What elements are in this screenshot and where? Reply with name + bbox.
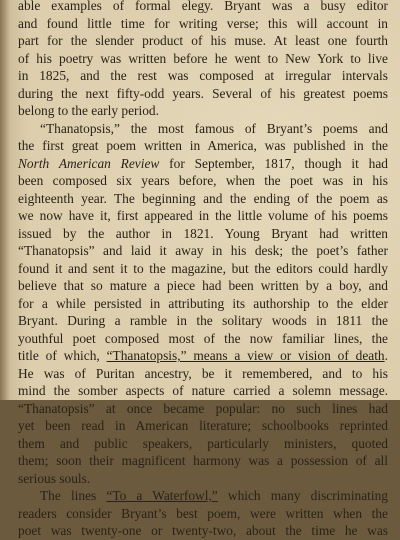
text-line: in 1825, and the rest was composed at irregular intervals bbox=[18, 68, 388, 83]
text-line: been composed six years before, when the poet was in his bbox=[18, 173, 388, 188]
underlined-phrase: “Thanatopsis,” means a view or vision of death bbox=[106, 348, 385, 363]
text-line: able examples of formal elegy. Bryant was a busy editor bbox=[18, 0, 388, 13]
text-line: Bryant. During a ramble in the solitary woods in 1811 the bbox=[18, 313, 388, 328]
underlined-phrase: “To a Waterfowl,” bbox=[106, 488, 218, 503]
text-line: title of which, “Thanatopsis,” means a view or vision of death. bbox=[18, 348, 388, 363]
paragraph-start-line: “Thanatopsis,” the most famous of Bryant’s poems and bbox=[40, 120, 388, 136]
text-line: belong to the early period. bbox=[18, 103, 159, 118]
text-line: during the next fifty-odd years. Several of his greatest poems bbox=[18, 85, 388, 101]
text-line: He was of Puritan ancestry, be it remembered, and to his bbox=[18, 365, 388, 381]
text-line: poet was twenty-one or twenty-two, about the time he was bbox=[18, 523, 388, 538]
text-line: readers consider Bryant’s best poem, were written when the bbox=[18, 505, 388, 521]
text-line: part for the slender product of his muse. At least one fourth bbox=[18, 33, 388, 48]
text-line: them and public speakers, particularly ministers, quoted bbox=[18, 435, 388, 451]
text-line: yet been read in American literature; schoolbooks reprinted bbox=[18, 418, 388, 433]
text-line: serious souls. bbox=[18, 470, 91, 486]
text-line: “Thanatopsis” at once became popular: no such lines had bbox=[18, 400, 388, 416]
text-line: youthful poet composed most of the now familiar lines, the bbox=[18, 330, 388, 346]
text-line: believe that so mature a piece had been written by a boy, and bbox=[18, 278, 388, 293]
text-line: found it and sent it to the magazine, but the editors could hardly bbox=[18, 260, 388, 276]
text-line: them; soon their magnificent harmony was a possession of all bbox=[18, 453, 388, 468]
text-line: and found little time for writing verse; this will account in bbox=[18, 15, 388, 31]
text-line: issued by the author in 1821. Young Bryant had written bbox=[18, 225, 388, 241]
text-line: the first great poem written in America, was published in the bbox=[18, 138, 388, 153]
text-line: eighteenth year. The beginning and the ending of the poem as bbox=[18, 190, 388, 206]
page-body-text bbox=[18, 0, 388, 540]
text-line: we now have it, first appeared in the little volume of his poems bbox=[18, 208, 388, 223]
text-line: North American Review for September, 1817, though it had bbox=[18, 155, 388, 171]
text-line: “Thanatopsis” and laid it away in his desk; the poet’s father bbox=[18, 243, 388, 258]
text-line: for a while persisted in attributing its authorship to the elder bbox=[18, 295, 388, 311]
text-line: mind the somber aspects of nature carried a solemn message. bbox=[18, 383, 388, 398]
text-line: of his poetry was written before he went to New York to live bbox=[18, 50, 388, 66]
italic-title: North American Review bbox=[18, 155, 160, 171]
paragraph-start-line: The lines “To a Waterfowl,” which many discriminating bbox=[40, 488, 389, 503]
